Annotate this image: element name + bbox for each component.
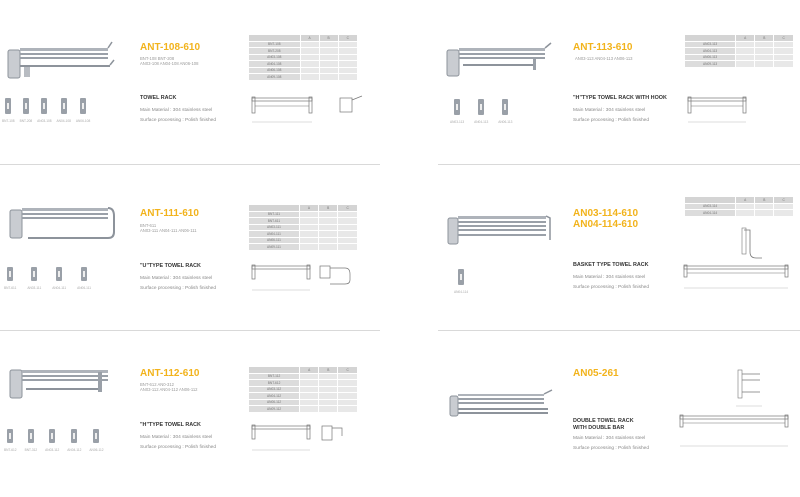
thumb-label: AN03-111	[27, 286, 42, 290]
variant-thumb	[20, 97, 33, 123]
product-code: AN03-114-610 AN04-114-610	[573, 208, 639, 230]
variant-thumb	[4, 266, 16, 290]
product-code: AN05-261	[573, 368, 619, 379]
thumb-label: AN06-111	[77, 286, 92, 290]
towel-rack-photo	[445, 42, 555, 82]
variant-thumb	[2, 97, 15, 123]
variant-thumb	[25, 428, 38, 452]
product-name: BASKET TYPE TOWEL RACK	[573, 262, 649, 268]
thumb-label: BNT-208	[19, 119, 33, 123]
variant-codes: AN03-113 AN04-113 AN06-113	[575, 56, 633, 61]
variant-thumbnails	[2, 97, 90, 123]
thumb-label: AN03-108	[37, 119, 52, 123]
variant-thumb	[454, 268, 468, 294]
thumb-label: AN06-113	[498, 120, 513, 124]
towel-rack-photo	[6, 40, 116, 84]
product-name: TOWEL RACK	[140, 95, 177, 101]
variant-thumbnails	[454, 268, 468, 294]
product-name: "U"TYPE TOWEL RACK	[140, 263, 201, 269]
variant-thumb	[4, 428, 17, 452]
dimension-drawing	[686, 94, 796, 128]
product-spec: Main Material : 304 stainless steel Surface processing : Polish finished	[573, 436, 649, 451]
section-divider	[438, 164, 800, 165]
variant-thumb	[450, 98, 464, 124]
dimension-table: A B C BNT-108 BNT-208 AN03-108 AN04-108 AN06-108 AN09-108	[248, 34, 358, 81]
towel-rack-photo	[8, 202, 118, 248]
dimension-drawing	[250, 262, 370, 298]
product-spec: Main Material : 304 stainless steel Surface processing : Polish finished	[140, 276, 216, 291]
dimension-table: A B C AN03-114 AN04-114	[684, 196, 794, 217]
thumb-label: BNT-612	[4, 448, 17, 452]
variant-codes: BNT-612 AN0-312 AN03-112 AN04-112 AN06-112	[140, 382, 198, 392]
section-divider	[438, 330, 800, 331]
dimension-table: A B C BNT-111 BNT-611 AN03-111 AN04-111 AN06-111 AN09-111	[248, 204, 358, 251]
towel-rack-photo	[8, 364, 118, 404]
variant-thumb	[52, 266, 66, 290]
variant-codes: BNT-611 AN03-111 AN04-111 AN06-111	[140, 223, 197, 233]
thumb-label: AN04-111	[52, 286, 67, 290]
thumb-label: AN04-113	[474, 120, 489, 124]
variant-thumb	[498, 98, 512, 124]
dimension-drawing	[250, 422, 370, 458]
product-spec: Main Material : 304 stainless steel Surface processing : Polish finished	[140, 108, 216, 123]
variant-thumb	[76, 97, 90, 123]
variant-thumbnails	[4, 428, 104, 452]
variant-thumb	[37, 97, 51, 123]
variant-thumbnails	[4, 266, 91, 290]
thumb-label: BNT-312	[24, 448, 38, 452]
thumb-label: AN06-108	[75, 119, 91, 123]
product-name: "H"TYPE TOWEL RACK WITH HOOK	[573, 95, 667, 101]
dimension-drawing	[680, 226, 792, 296]
thumb-label: AN03-113	[450, 120, 465, 124]
product-code: ANT-111-610	[140, 208, 199, 219]
variant-thumbnails	[450, 98, 512, 124]
variant-codes: BNT-108 BNT-208 AN03-108 AN04-108 AN06-108	[140, 56, 199, 66]
thumb-label: AN06-112	[89, 448, 104, 452]
thumb-label: AN04-108	[56, 119, 71, 123]
section-divider	[0, 330, 380, 331]
towel-rack-photo	[446, 212, 556, 252]
variant-thumb	[45, 428, 59, 452]
product-name: DOUBLE TOWEL RACK WITH DOUBLE BAR	[573, 418, 634, 431]
thumb-label: BNT-611	[4, 286, 17, 290]
product-code: ANT-108-610	[140, 42, 201, 53]
product-spec: Main Material : 304 stainless steel Surface processing : Polish finished	[573, 108, 649, 123]
dimension-table: A B C BNT-112 BNT-612 AN03-112 AN04-112 AN06-112 AN09-112	[248, 366, 358, 413]
thumb-label: AN03-112	[45, 448, 60, 452]
variant-thumb	[474, 98, 488, 124]
dimension-drawing	[250, 92, 370, 128]
thumb-label: AN04-112	[67, 448, 82, 452]
thumb-label: AN04-114	[454, 290, 469, 294]
section-divider	[0, 164, 380, 165]
variant-thumb	[67, 428, 81, 452]
variant-thumb	[89, 428, 103, 452]
towel-rack-photo	[448, 388, 558, 424]
product-spec: Main Material : 304 stainless steel Surface processing : Polish finished	[573, 275, 649, 290]
variant-thumb	[27, 266, 41, 290]
product-code: ANT-112-610	[140, 368, 200, 379]
variant-thumb	[77, 266, 91, 290]
dimension-drawing	[676, 366, 794, 458]
dimension-table: A B C AN03-113 AN04-113 AN06-113 AN09-113	[684, 34, 794, 68]
product-code: ANT-113-610	[573, 42, 633, 53]
product-spec: Main Material : 304 stainless steel Surface processing : Polish finished	[140, 435, 216, 450]
variant-thumb	[57, 97, 71, 123]
thumb-label: BNT-108	[2, 119, 15, 123]
product-name: "H"TYPE TOWEL RACK	[140, 422, 201, 428]
